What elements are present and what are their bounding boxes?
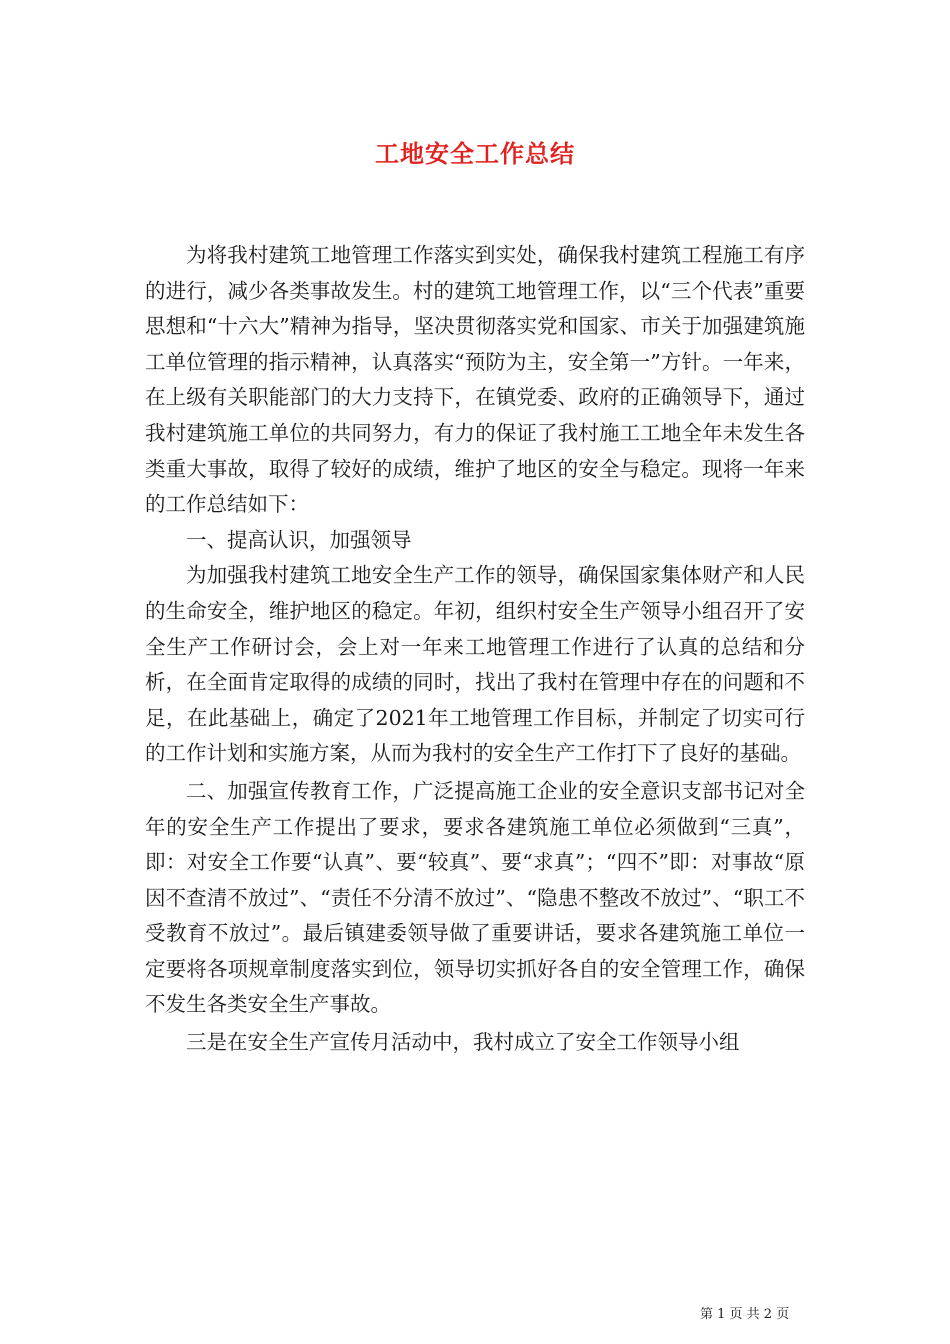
page-number-footer: 第 1 页 共 2 页 <box>700 1307 790 1322</box>
paragraph-section-1: 为加强我村建筑工地安全生产工作的领导，确保国家集体财产和人民的生命安全，维护地区的稳定。年初，组织村安全生产领导小组召开了安全生产工作研讨会，会上对一年来工地管理工作进行了认真的总结和分析，在全面肯定取得的成绩的同时，找出了我村在管理中存在的问题和不足，在此基础上，确定了2021年工地管理工作目标，并制定了切实可行的工作计划和实施方案，从而为我村的安全生产工作打下了良好的基础。 <box>145 563 805 766</box>
document-title: 工地安全工作总结 <box>375 140 575 168</box>
paragraph-section-2: 二、加强宣传教育工作，广泛提高施工企业的安全意识支部书记对全年的安全生产工作提出了要求，要求各建筑施工单位必须做到“三真”，即：对安全工作要“认真”、要“较真”、要“求真”；“四不”即：对事故“原因不查清不放过”、“责任不分清不放过”、“隐患不整改不放过”、“职工不受教育不放过”。最后镇建委领导做了重要讲话，要求各建筑施工单位一定要将各项规章制度落实到位，领导切实抓好各自的安全管理工作，确保不发生各类安全生产事故。 <box>145 778 805 1017</box>
document-body <box>145 238 805 1061</box>
paragraph-intro: 为将我村建筑工地管理工作落实到实处，确保我村建筑工程施工有序的进行，减少各类事故发生。村的建筑工地管理工作，以“三个代表”重要思想和“十六大”精神为指导，坚决贯彻落实党和国家、市关于加强建筑施工单位管理的指示精神，认真落实“预防为主，安全第一”方针。一年来，在上级有关职能部门的大力支持下，在镇党委、政府的正确领导下，通过我村建筑施工单位的共同努力，有力的保证了我村施工工地全年未发生各类重大事故，取得了较好的成绩，维护了地区的安全与稳定。现将一年来的工作总结如下： <box>145 243 805 517</box>
paragraph-section-3: 三是在安全生产宣传月活动中，我村成立了安全工作领导小组 <box>186 1030 740 1055</box>
section-heading-1: 一、提高认识，加强领导 <box>186 527 412 552</box>
